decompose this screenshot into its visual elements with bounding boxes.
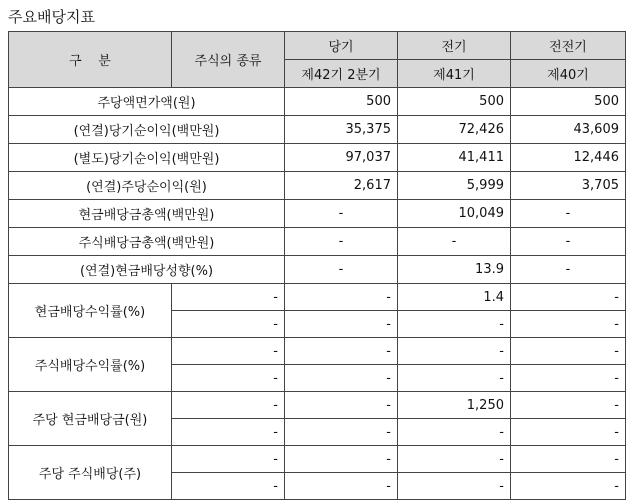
page-title: 주요배당지표 (8, 8, 95, 26)
table-row (9, 172, 626, 200)
value-cell: - (285, 200, 398, 228)
value-cell: - (285, 228, 398, 256)
value-cell: - (285, 256, 398, 284)
value-cell: 500 (511, 88, 626, 116)
table-row (9, 144, 626, 172)
value-cell: 41,411 (398, 144, 511, 172)
value-cell: 72,426 (398, 116, 511, 144)
table-row (9, 88, 626, 116)
value-cell: - (511, 338, 626, 365)
value-cell: - (398, 365, 511, 392)
table-row (9, 200, 626, 228)
value-cell: 10,049 (398, 200, 511, 228)
value-cell: - (511, 200, 626, 228)
header-period-prev2-detail: 제40기 (511, 60, 626, 88)
value-cell: - (398, 446, 511, 473)
value-cell: 35,375 (285, 116, 398, 144)
stock-type-cell: - (172, 311, 285, 338)
value-cell: - (285, 365, 398, 392)
value-cell: - (511, 473, 626, 500)
table-row (9, 338, 626, 365)
value-cell: - (511, 228, 626, 256)
table-row (9, 228, 626, 256)
value-cell: - (285, 338, 398, 365)
row-label: 현금배당금총액(백만원) (9, 200, 285, 228)
value-cell: - (285, 419, 398, 446)
row-label: (별도)당기순이익(백만원) (9, 144, 285, 172)
row-label: 현금배당수익률(%) (9, 284, 172, 338)
value-cell: - (285, 473, 398, 500)
value-cell: - (398, 228, 511, 256)
stock-type-cell: - (172, 338, 285, 365)
value-cell: - (511, 365, 626, 392)
stock-type-cell: - (172, 284, 285, 311)
value-cell: - (511, 419, 626, 446)
value-cell: 12,446 (511, 144, 626, 172)
value-cell: 97,037 (285, 144, 398, 172)
table-row (9, 256, 626, 284)
value-cell: - (398, 419, 511, 446)
stock-type-cell: - (172, 365, 285, 392)
header-stock-type: 주식의 종류 (172, 32, 285, 88)
value-cell: - (511, 284, 626, 311)
value-cell: - (511, 446, 626, 473)
stock-type-cell: - (172, 473, 285, 500)
value-cell: - (398, 311, 511, 338)
value-cell: 5,999 (398, 172, 511, 200)
header-period-prev: 전기 (398, 32, 511, 60)
row-label: (연결)주당순이익(원) (9, 172, 285, 200)
stock-type-cell: - (172, 392, 285, 419)
value-cell: 1,250 (398, 392, 511, 419)
header-period-prev2: 전전기 (511, 32, 626, 60)
dividend-table (8, 31, 626, 500)
value-cell: 43,609 (511, 116, 626, 144)
header-period-current-detail: 제42기 2분기 (285, 60, 398, 88)
header-gubun: 구 분 (9, 32, 172, 88)
value-cell: 2,617 (285, 172, 398, 200)
value-cell: - (398, 473, 511, 500)
row-label: 주당 주식배당(주) (9, 446, 172, 500)
row-label: (연결)당기순이익(백만원) (9, 116, 285, 144)
row-label: 주식배당금총액(백만원) (9, 228, 285, 256)
value-cell: 500 (285, 88, 398, 116)
value-cell: - (285, 446, 398, 473)
row-label: 주당액면가액(원) (9, 88, 285, 116)
value-cell: 1.4 (398, 284, 511, 311)
row-label: (연결)현금배당성향(%) (9, 256, 285, 284)
table-row (9, 392, 626, 419)
value-cell: - (285, 311, 398, 338)
header-period-current: 당기 (285, 32, 398, 60)
value-cell: - (511, 392, 626, 419)
header-period-prev-detail: 제41기 (398, 60, 511, 88)
value-cell: - (285, 392, 398, 419)
value-cell: - (398, 338, 511, 365)
value-cell: - (511, 311, 626, 338)
row-label: 주당 현금배당금(원) (9, 392, 172, 446)
table-row (9, 284, 626, 311)
value-cell: - (285, 284, 398, 311)
stock-type-cell: - (172, 419, 285, 446)
table-row (9, 446, 626, 473)
row-label: 주식배당수익률(%) (9, 338, 172, 392)
value-cell: 3,705 (511, 172, 626, 200)
stock-type-cell: - (172, 446, 285, 473)
value-cell: 500 (398, 88, 511, 116)
value-cell: 13.9 (398, 256, 511, 284)
table-row (9, 116, 626, 144)
value-cell: - (511, 256, 626, 284)
